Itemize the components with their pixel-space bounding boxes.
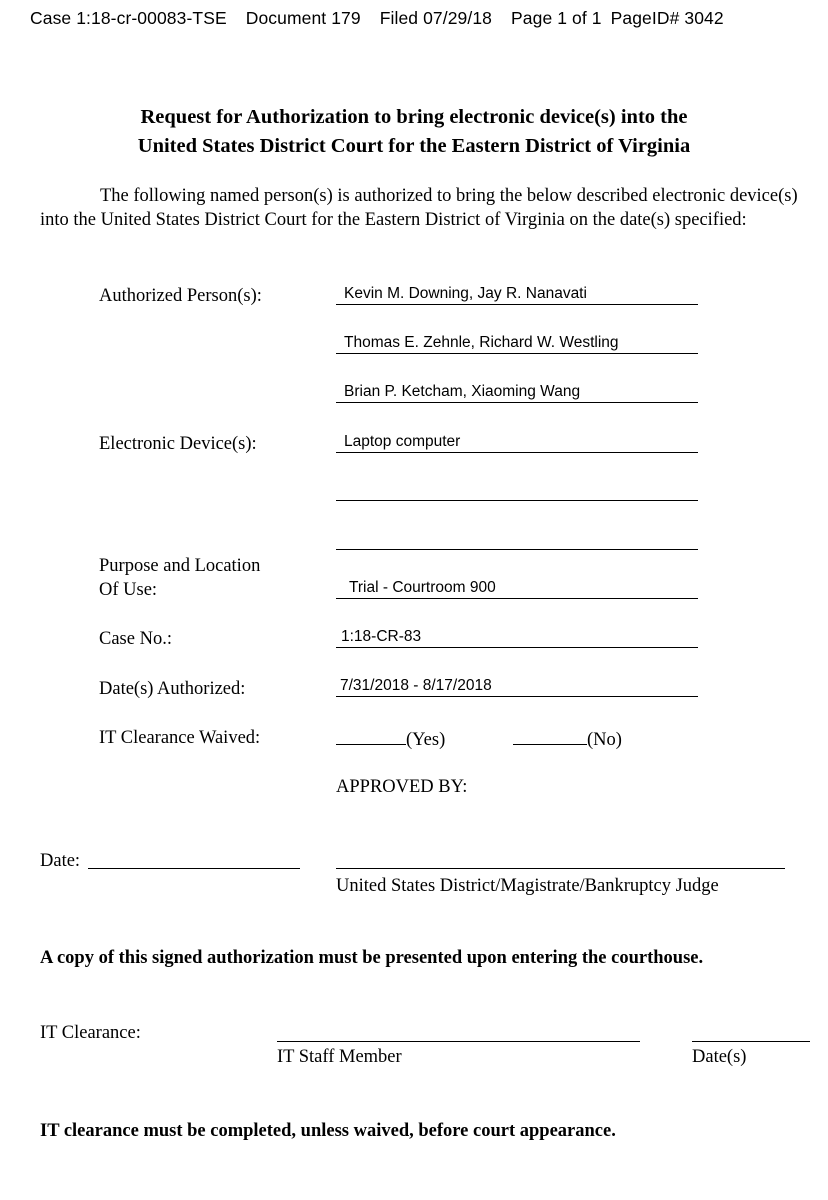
document-number: Document 179 xyxy=(245,8,361,28)
dates-authorized-label: Date(s) Authorized: xyxy=(99,679,246,699)
waived-no-label: (No) xyxy=(587,730,622,750)
it-clearance-notice: IT clearance must be completed, unless waived, before court appearance. xyxy=(40,1121,616,1141)
filing-header xyxy=(30,8,724,29)
judge-signature-line xyxy=(336,868,785,869)
electronic-device-value-1: Laptop computer xyxy=(344,433,461,450)
electronic-device-field-2 xyxy=(336,478,698,501)
judge-caption: United States District/Magistrate/Bankruptcy Judge xyxy=(336,876,719,896)
dates-authorized-value: 7/31/2018 - 8/17/2018 xyxy=(340,677,492,694)
case-number-label: Case No.: xyxy=(99,629,172,649)
authorized-person-field-1 xyxy=(336,282,698,305)
date-label: Date: xyxy=(40,851,81,871)
purpose-field xyxy=(336,576,698,599)
authorized-person-value-2: Thomas E. Zehnle, Richard W. Westling xyxy=(344,334,619,351)
purpose-label-line-2: Of Use: xyxy=(99,580,158,600)
case-number-value: 1:18-CR-83 xyxy=(341,628,422,645)
it-clearance-label: IT Clearance: xyxy=(40,1023,141,1043)
electronic-devices-label: Electronic Device(s): xyxy=(99,434,257,454)
it-date-caption: Date(s) xyxy=(692,1047,747,1067)
it-date-line xyxy=(692,1041,810,1042)
it-staff-signature-line xyxy=(277,1041,640,1042)
intro-paragraph: The following named person(s) is authorized to bring the below described electronic device(s) into the United States District Court for the Eastern District of Virginia on the date(s) specified: xyxy=(40,186,798,230)
electronic-device-field-3 xyxy=(336,527,698,550)
page-count: Page 1 of 1 xyxy=(511,8,602,28)
case-number-header: Case 1:18-cr-00083-TSE xyxy=(30,8,227,28)
waived-yes-option xyxy=(336,726,445,752)
electronic-device-field-1 xyxy=(336,430,698,453)
authorized-person-field-3 xyxy=(336,380,698,403)
purpose-value: Trial - Courtroom 900 xyxy=(349,579,496,596)
case-number-field xyxy=(336,625,698,648)
it-clearance-waived-label: IT Clearance Waived: xyxy=(99,728,261,748)
page-id: PageID# 3042 xyxy=(610,8,724,28)
date-signature-line xyxy=(88,868,300,869)
authorized-person-value-3: Brian P. Ketcham, Xiaoming Wang xyxy=(344,383,581,400)
waived-no-blank xyxy=(513,726,587,745)
authorized-person-value-1: Kevin M. Downing, Jay R. Nanavati xyxy=(344,285,587,302)
form-title-line-1: Request for Authorization to bring electronic device(s) into the xyxy=(140,106,688,128)
purpose-label-line-1: Purpose and Location xyxy=(99,556,261,576)
waived-yes-blank xyxy=(336,726,406,745)
authorized-persons-label: Authorized Person(s): xyxy=(99,286,262,306)
waived-yes-label: (Yes) xyxy=(406,730,446,750)
authorized-person-field-2 xyxy=(336,331,698,354)
form-title-line-2: United States District Court for the Eastern District of Virginia xyxy=(137,135,691,157)
approved-by-label: APPROVED BY: xyxy=(336,777,468,797)
filed-date: Filed 07/29/18 xyxy=(379,8,493,28)
courthouse-notice: A copy of this signed authorization must be presented upon entering the courthouse. xyxy=(40,948,704,968)
waived-no-option xyxy=(513,726,622,752)
dates-authorized-field xyxy=(336,674,698,697)
it-staff-caption: IT Staff Member xyxy=(277,1047,402,1067)
